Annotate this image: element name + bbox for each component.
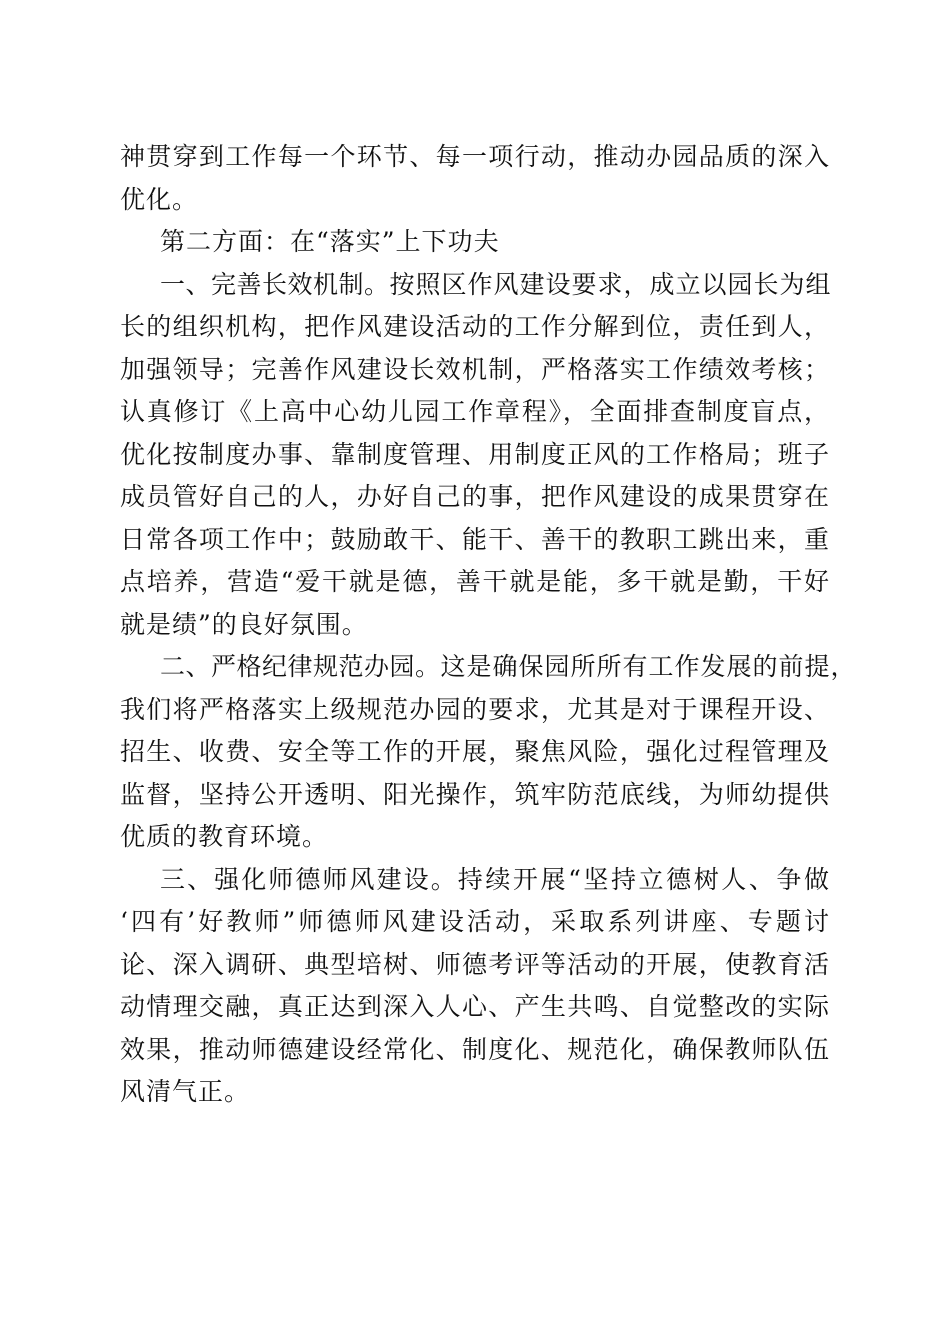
document-body (120, 136, 857, 1114)
item-2-line: 招生、收费、安全等工作的开展，聚焦风险，强化过程管理及 (120, 737, 830, 766)
item-1-first-rest: 按照区作风建设要求，成立以园长为组 (389, 269, 832, 299)
item-3-line: 动情理交融，真正达到深入人心、产生共鸣、自觉整改的实际 (120, 992, 830, 1021)
item-3-line: 效果，推动师德建设经常化、制度化、规范化，确保教师队伍 (120, 1034, 830, 1064)
item-2-heading: 二、严格纪律规范办园。 (160, 652, 441, 681)
item-3-line: ‘四有’好教师”师德师风建设活动，采取系列讲座、专题讨 (120, 907, 830, 936)
item-1-first-line (120, 264, 830, 307)
item-1-line: 认真修订《上高中心幼儿园工作章程》，全面排查制度盲点， (120, 397, 830, 426)
item-1-line: 长的组织机构，把作风建设活动的工作分解到位，责任到人， (120, 312, 830, 341)
item-2-first-line (120, 646, 857, 689)
item-3-line-last: 风清气正。 (120, 1077, 251, 1106)
intro-line-1: 神贯穿到工作每一个环节、每一项行动，推动办园品质的深入 (120, 142, 830, 171)
item-3-heading: 三、强化师德师风建设。 (160, 864, 458, 894)
item-2-line: 监督，坚持公开透明、阳光操作，筑牢防范底线，为师幼提供 (120, 779, 830, 809)
item-2-first-rest: 这是确保园所所有工作发展的前提， (440, 652, 857, 681)
item-1-heading: 一、完善长效机制。 (160, 269, 390, 299)
item-2-line-last: 优质的教育环境。 (120, 822, 329, 851)
item-1-line: 成员管好自己的人，办好自己的事，把作风建设的成果贯穿在 (120, 482, 830, 511)
item-1-line: 优化按制度办事、靠制度管理、用制度正风的工作格局；班子 (120, 439, 830, 469)
item-1-line: 点培养，营造“爱干就是德，善干就是能，多干就是勤，干好 (120, 567, 830, 596)
item-1-line: 日常各项工作中；鼓励敢干、能干、善干的教职工跳出来，重 (120, 524, 830, 554)
intro-line-2: 优化。 (120, 184, 199, 214)
section-title: 第二方面：在“落实”上下功夫 (160, 227, 500, 256)
item-2-line: 我们将严格落实上级规范办园的要求，尤其是对于课程开设、 (120, 694, 830, 724)
item-3-line: 论、深入调研、典型培树、师德考评等活动的开展，使教育活 (120, 949, 830, 979)
item-1-line-last: 就是绩”的良好氛围。 (120, 609, 368, 639)
item-3-first-rest: 持续开展“坚持立德树人、争做 (457, 864, 830, 894)
item-3-first-line (120, 859, 830, 902)
item-1-line: 加强领导；完善作风建设长效机制，严格落实工作绩效考核； (120, 354, 830, 384)
